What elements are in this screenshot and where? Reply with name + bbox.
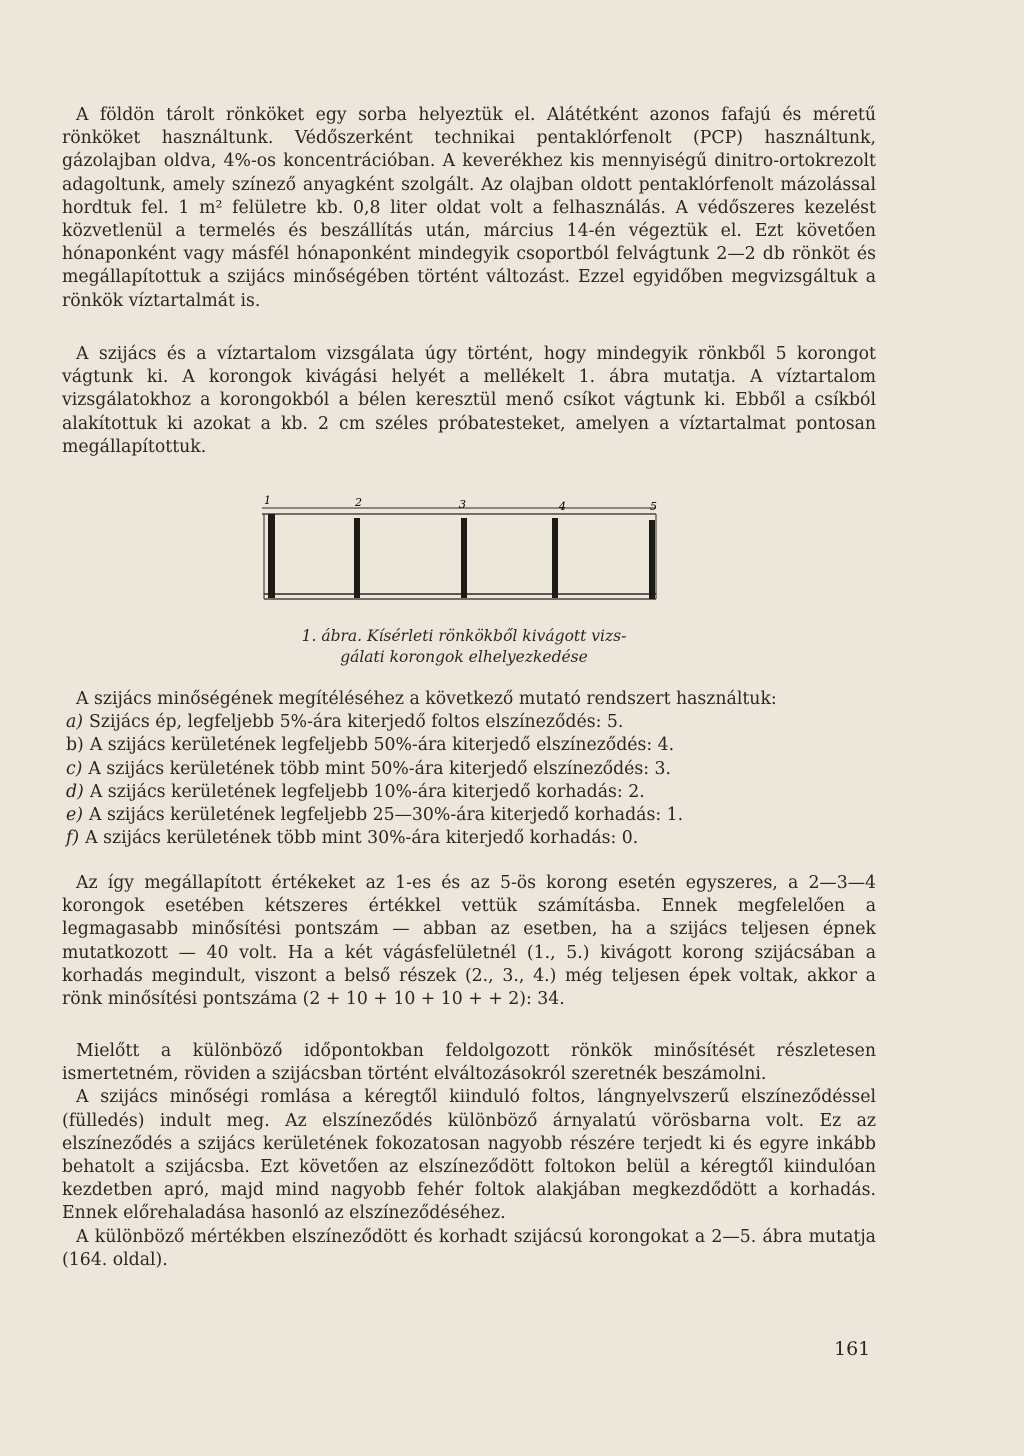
paragraph-sampling: A szijács és a víztartalom vizsgálata úgy történt, hogy mindegyik rönkből 5 korongot vágtunk ki. A korongok kivágási helyét a mellékelt 1. ábra mutatja. A víztartalom vizsgálatokhoz a korongokból a bélen keresztül menő csíkot vágtunk ki. Ebből a csíkból alakítottuk ki azokat a kb. 2 cm széles próbatesteket, amelyen a víztartalmat pontosan megállapítottuk. bbox=[62, 344, 876, 457]
disc-label-1: 1 bbox=[264, 494, 271, 507]
criteria-item: e) A szijács kerületének legfeljebb 25—30%-ára kiterjedő korhadás: 1. bbox=[66, 805, 684, 826]
criteria-list bbox=[62, 711, 876, 850]
disc-label-4: 4 bbox=[559, 500, 566, 513]
scoring-section bbox=[62, 872, 876, 1011]
paragraph-criteria-intro: A szijács minőségének megítéléséhez a következő mutató rendszert használtuk: bbox=[76, 689, 777, 709]
disc-4 bbox=[552, 518, 558, 598]
disc-5 bbox=[649, 520, 655, 599]
page-number: 161 bbox=[834, 1338, 871, 1360]
criteria-item: f) A szijács kerületének több mint 30%-ára kiterjedő korhadás: 0. bbox=[66, 828, 639, 849]
caption-line-2: gálati korongok elhelyezkedése bbox=[340, 648, 588, 666]
disc-label-2: 2 bbox=[355, 496, 362, 509]
criteria-item: c) A szijács kerületének több mint 50%-ára kiterjedő elszíneződés: 3. bbox=[66, 758, 672, 779]
disc-label-5: 5 bbox=[650, 500, 657, 513]
criteria-item: a) Szijács ép, legfeljebb 5%-ára kiterjedő foltos elszíneződés: 5. bbox=[66, 712, 624, 733]
figure-caption bbox=[258, 626, 670, 668]
log-disc-diagram bbox=[258, 494, 670, 624]
disc-1 bbox=[268, 514, 275, 598]
paragraph-scoring: Az így megállapított értékeket az 1-es és az 5-ös korong esetén egyszeres, a 2—3—4 korongok esetében kétszeres értékkel vettük számításba. Ennek megfelelően a legmagasabb minősítési pontszám — abban az esetben, ha a szijács teljesen épnek mutatkozott — 40 volt. Ha a két vágásfelületnél (1., 5.) kivágott korong szijácsában a korhadás megindult, viszont a belső részek (2., 3., 4.) még teljesen épek voltak, akkor a rönk minősítési pontszáma (2 + 10 + 10 + 10 + + 2): 34. bbox=[62, 873, 876, 1010]
paragraph-figure-reference: A különböző mértékben elszíneződött és korhadt szijácsú korongokat a 2—5. ábra mutatja (164. oldal). bbox=[62, 1226, 876, 1270]
intro-section bbox=[62, 104, 876, 313]
criteria-item: b) A szijács kerületének legfeljebb 50%-ára kiterjedő elszíneződés: 4. bbox=[66, 735, 675, 756]
disc-2 bbox=[354, 518, 360, 598]
disc-3 bbox=[461, 518, 467, 598]
criteria-item: d) A szijács kerületének legfeljebb 10%-ára kiterjedő korhadás: 2. bbox=[66, 781, 645, 802]
paragraph-discoloration: A szijács minőségi romlása a kéregtől kiinduló foltos, lángnyelvszerű elszíneződéssel (fülledés) indult meg. Az elszíneződés különböző árnyalatú vörösbarna volt. Ez az elszíneződés a szijács kerületének fokozatosan nagyobb részére terjedt ki és egyre inkább behatolt a szijácsba. Ezt követően az elszíneződött foltokon belül a kéregtől kiindulóan kezdetben apró, majd mind nagyobb fehér foltok alakjában megkezdődött a korhadás. Ennek előrehaladása hasonló az elszíneződéséhez. bbox=[62, 1087, 876, 1224]
criteria-section bbox=[62, 688, 876, 850]
paragraph-storage: A földön tárolt rönköket egy sorba helyeztük el. Alátétként azonos fafajú és méretű rönköket használtunk. Védőszerként technikai pentaklórfenolt (PCP) használtunk, gázolajban oldva, 4%-os koncentrációban. A keverékhez kis mennyiségű dinitro-ortokrezolt adagoltunk, amely színező anyagként szolgált. Az olajban oldott pentaklórfenolt mázolással hordtuk fel. 1 m² felületre kb. 0,8 liter oldat volt a felhasználás. A védőszeres kezelést közvetlenül a termelés és beszállítás után, március 14-én végeztük el. Ezt követően hónaponként vagy másfél hónaponként mindegyik csoportból felvágtunk 2—2 db rönköt és megállapítottuk a szijács minőségében történt változást. Ezzel egyidőben megvizsgáltuk a rönkök víztartalmát is. bbox=[62, 105, 876, 311]
disc-label-3: 3 bbox=[459, 498, 466, 511]
caption-line-1: 1. ábra. Kísérleti rönkökből kivágott vizs- bbox=[301, 627, 627, 645]
paragraph-intro-results: Mielőtt a különböző időpontokban feldolgozott rönkök minősítését részletesen ismertetném, röviden a szijácsban történt elváltozásokról szeretnék beszámolni. bbox=[62, 1041, 876, 1085]
results-section bbox=[62, 1040, 876, 1272]
sampling-section bbox=[62, 343, 876, 459]
